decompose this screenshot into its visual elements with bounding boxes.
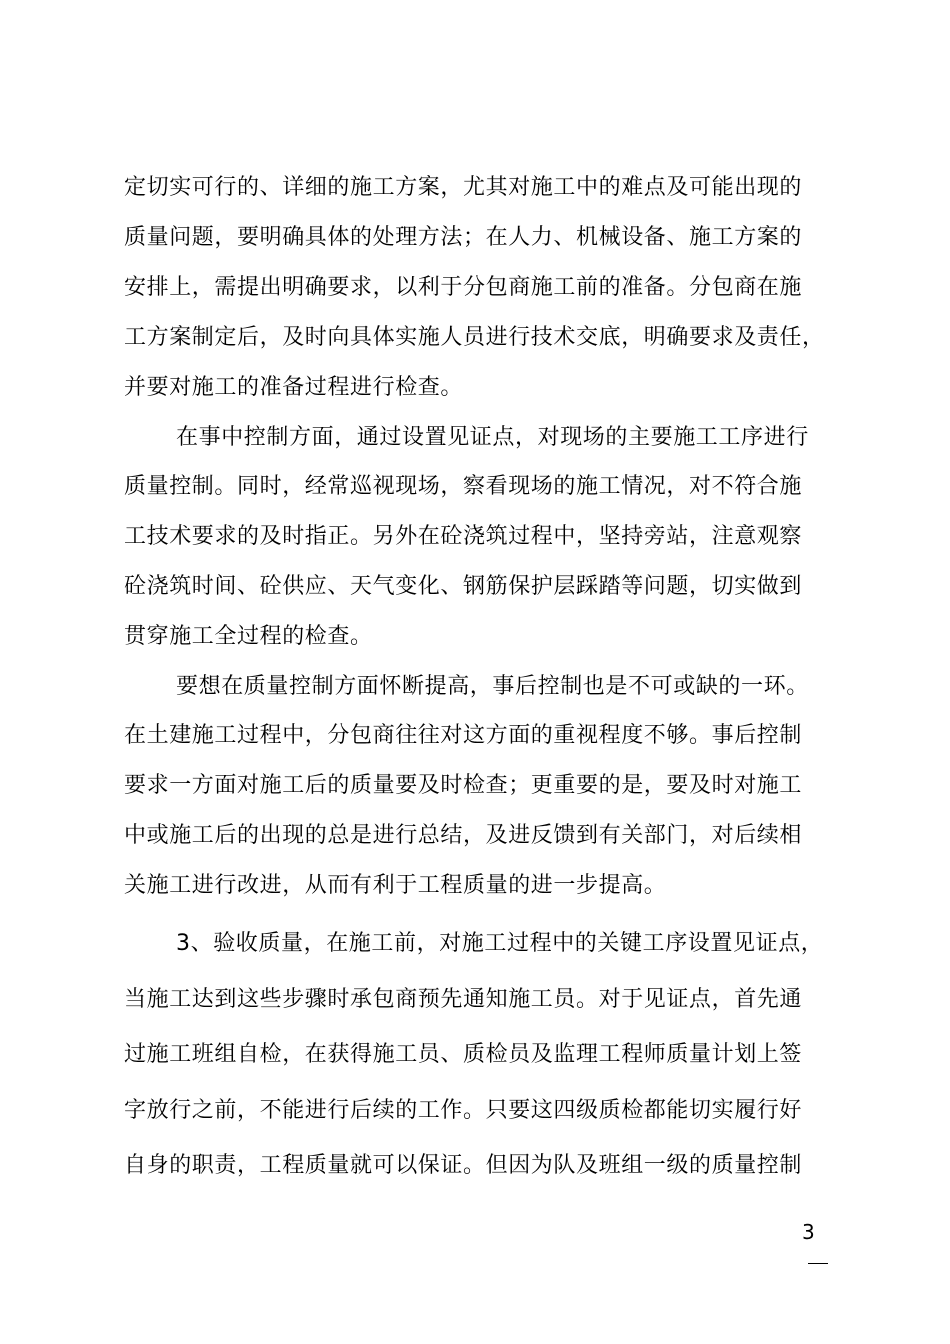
- text-line: 并要对施工的准备过程进行检查。: [124, 375, 464, 400]
- paragraph-first-line: 要想在质量控制方面怀断提高，事后控制也是不可或缺的一环。: [176, 674, 809, 699]
- text-line: 要求一方面对施工后的质量要及时检查；更重要的是，要及时对施工: [124, 773, 803, 798]
- text-line: 质量问题，要明确具体的处理方法；在人力、机械设备、施工方案的: [124, 225, 803, 250]
- text-line: 自身的职责，工程质量就可以保证。但因为队及班组一级的质量控制: [124, 1153, 803, 1178]
- text-line: 贯穿施工全过程的检查。: [124, 624, 373, 649]
- text-line: 安排上，需提出明确要求，以利于分包商施工前的准备。分包商在施: [124, 275, 803, 300]
- text-line: 砼浇筑时间、砼供应、天气变化、钢筋保护层踩踏等问题，切实做到: [124, 574, 803, 599]
- text-line: 定切实可行的、详细的施工方案，尤其对施工中的难点及可能出现的: [124, 175, 803, 200]
- text-line: 中或施工后的出现的总是进行总结，及进反馈到有关部门，对后续相: [124, 823, 803, 848]
- paragraph-first-line: 3、验收质量，在施工前，对施工过程中的关键工序设置见证点，: [176, 931, 824, 956]
- paragraph-first-line: 在事中控制方面，通过设置见证点，对现场的主要施工工序进行: [176, 425, 809, 450]
- text-line: 过施工班组自检，在获得施工员、质检员及监理工程师质量计划上签: [124, 1042, 803, 1067]
- text-line: 质量控制。同时，经常巡视现场，察看现场的施工情况，对不符合施: [124, 474, 803, 499]
- text-line: 在土建施工过程中，分包商往往对这方面的重视程度不够。事后控制: [124, 723, 803, 748]
- text-line: 当施工达到这些步骤时承包商预先通知施工员。对于见证点，首先通: [124, 987, 803, 1012]
- page-number-rule: [808, 1263, 828, 1264]
- text-line: 字放行之前，不能进行后续的工作。只要这四级质检都能切实履行好: [124, 1098, 803, 1123]
- text-line: 工技术要求的及时指正。另外在砼浇筑过程中，坚持旁站，注意观察: [124, 524, 803, 549]
- text-line: 关施工进行改进，从而有利于工程质量的进一步提高。: [124, 873, 667, 898]
- text-line: 工方案制定后，及时向具体实施人员进行技术交底，明确要求及责任，: [124, 325, 825, 350]
- page-number: 3: [802, 1220, 815, 1244]
